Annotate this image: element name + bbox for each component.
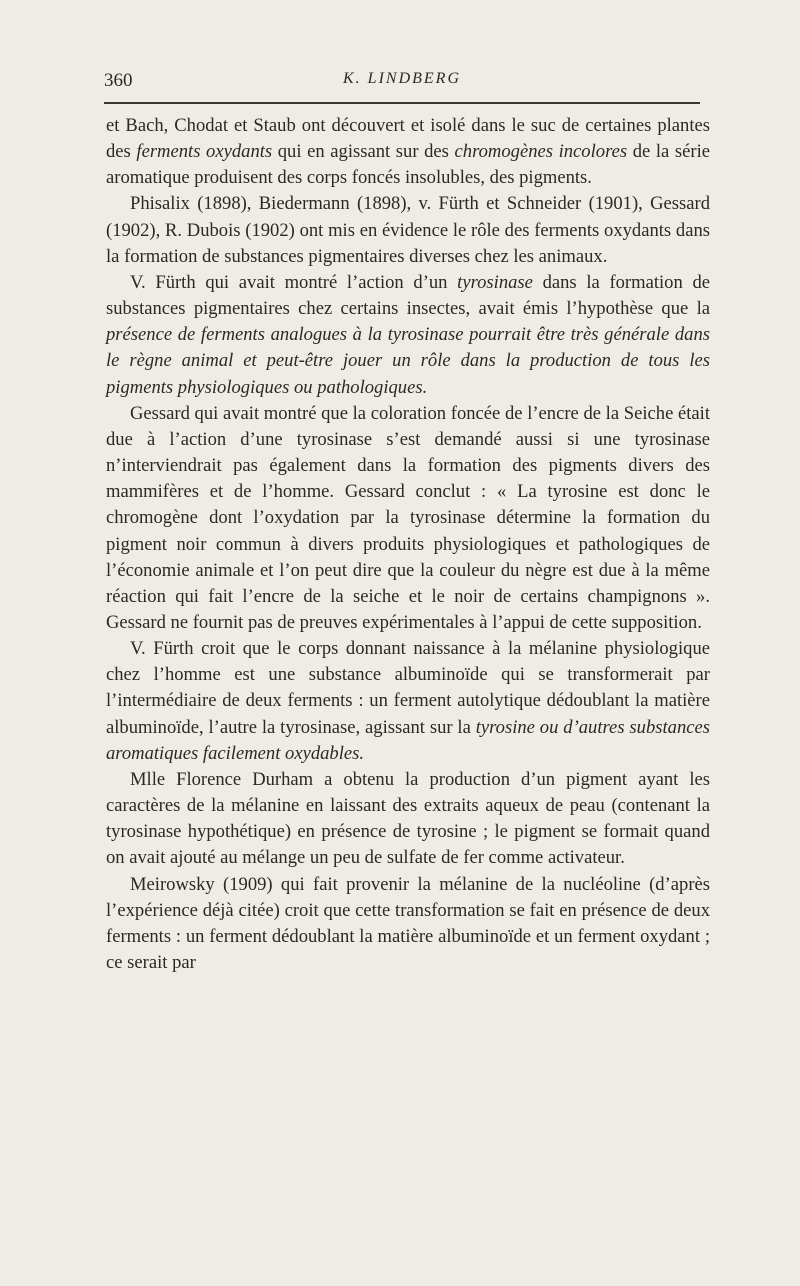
text-segment: Mlle Florence Durham a obtenu la production d’un pigment ayant les caractères de la mélanine en laissant des extraits aqueux de peau (contenant la tyrosinase hypothétique) en présence de tyrosine ; le pigment se formait quand on avait ajouté au mélange un peu de sulfate de fer comme activateur.	[106, 768, 710, 869]
paragraph	[106, 191, 710, 269]
page-number: 360	[104, 70, 133, 91]
paragraph	[106, 636, 710, 767]
italic-segment: présence de ferments analogues à la tyrosinase pourrait être très générale dans le règne animal et peut-être jouer un rôle dans la production de tous les pigments physiologiques ou pathologiques.	[106, 324, 710, 398]
body-text	[106, 113, 710, 976]
text-segment: Meirowsky (1909) qui fait provenir la mélanine de la nucléoline (d’après l’expérience déjà citée) croit que cette transformation se fait en présence de deux ferments : un ferment dédoublant la matière albuminoïde et un ferment oxydant ; ce serait par	[106, 873, 710, 973]
text-segment: V. Fürth qui avait montré l’action d’un	[130, 271, 458, 293]
italic-segment: ferments oxydants	[136, 141, 273, 163]
paragraph	[106, 401, 710, 636]
running-head: K. LINDBERG	[343, 70, 461, 87]
text-segment: de la série aromatique produisent des corps foncés insolubles, des pigments.	[106, 141, 711, 189]
paragraph	[106, 113, 710, 191]
text-segment: Phisalix (1898), Biedermann (1898), v. Fürth et Schneider (1901), Gessard (1902), R. Dubois (1902) ont mis en évidence le rôle des ferments oxydants dans la formation de substances pigmentaires diverses chez les animaux.	[106, 193, 710, 267]
italic-segment: chromogènes incolores	[454, 141, 628, 163]
text-segment: qui en agissant sur des	[272, 141, 455, 163]
paragraph	[106, 872, 710, 977]
text-segment: dans la formation de substances pigmentaires chez certains insectes, avait émis l’hypothèse que la	[106, 271, 710, 320]
text-segment: V. Fürth croit que le corps donnant naissance à la mélanine physiologique chez l’homme est une substance albuminoïde qui se transformerait par l’intermédiaire de deux ferments : un ferment autolytique dédoublant la matière albuminoïde, l’autre la tyrosinase, agissant sur la	[106, 638, 710, 738]
paragraph	[106, 767, 710, 872]
text-segment: Gessard qui avait montré que la coloration foncée de l’encre de la Seiche était due à l’action d’une tyrosinase s’est demandé aussi si une tyrosinase n’interviendrait pas également dans la formation des pigments divers des mammifères et de l’homme. Gessard conclut : « La tyrosine est donc le chromogène dont l’oxydation par la tyrosinase détermine la formation du pigment noir commun à divers produits physiologiques et pathologiques de l’économie animale et l’on peut dire que la couleur du nègre est due à la même réaction qui fait l’encre de la seiche et le noir de certains champignons ». Gessard ne fournit pas de preuves expérimentales à l’appui de cette supposition.	[106, 402, 710, 633]
italic-segment: tyrosine ou d’autres substances aromatiques facilement oxydables.	[106, 716, 710, 764]
italic-segment: tyrosinase	[457, 271, 533, 293]
text-segment: et Bach, Chodat et Staub ont découvert et isolé dans le suc de certaines plantes des	[106, 115, 710, 163]
header-rule	[104, 102, 700, 104]
paragraph	[106, 270, 710, 401]
page-header	[104, 70, 700, 94]
